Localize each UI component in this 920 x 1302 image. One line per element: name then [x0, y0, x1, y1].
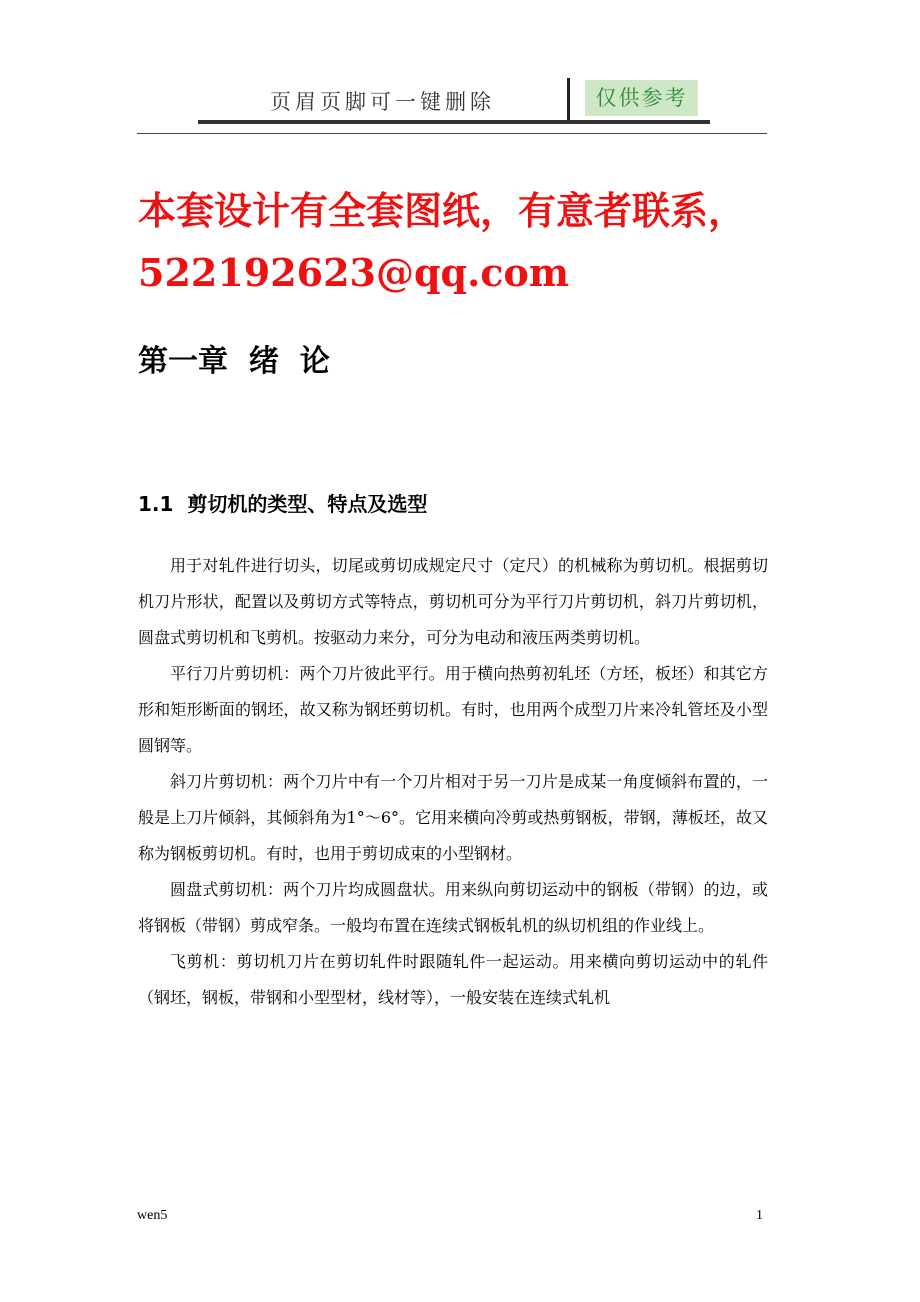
section-title: 1.1 剪切机的类型、特点及选型	[138, 492, 428, 516]
header-rule-thick	[198, 120, 710, 124]
footer-label: wen5	[137, 1208, 168, 1223]
paragraph: 用于对轧件进行切头，切尾或剪切成规定尺寸（定尺）的机械称为剪切机。根据剪切机刀片形状，配置以及剪切方式等特点，剪切机可分为平行刀片剪切机，斜刀片剪切机，圆盘式剪切机和飞剪机。按驱动力来分，可分为电动和液压两类剪切机。	[138, 556, 768, 647]
header-text: 页眉页脚可一键删除	[270, 90, 495, 114]
chapter-title: 第一章 绪 论	[138, 344, 330, 379]
paragraph: 飞剪机：剪切机刀片在剪切轧件时跟随轧件一起运动。用来横向剪切运动中的轧件（钢坯，钢板，带钢和小型型材，线材等），一般安装在连续式轧机	[138, 952, 768, 1007]
page-header	[200, 74, 710, 124]
promo-line-2: 522192623@qq.com	[138, 250, 570, 295]
paragraph: 圆盘式剪切机：两个刀片均成圆盘状。用来纵向剪切运动中的钢板（带钢）的边，或将钢板（带钢）剪成窄条。一般均布置在连续式钢板轧机的纵切机组的作业线上。	[138, 880, 768, 935]
body-text	[138, 548, 768, 1016]
header-divider	[567, 78, 570, 120]
header-badge: 仅供参考	[585, 80, 698, 116]
promo-notice	[138, 180, 798, 304]
paragraph: 斜刀片剪切机：两个刀片中有一个刀片相对于另一刀片是成某一角度倾斜布置的，一般是上刀片倾斜，其倾斜角为1°～6°。它用来横向冷剪或热剪钢板，带钢，薄板坯，故又称为钢板剪切机。有时，也用于剪切成束的小型钢材。	[138, 772, 768, 863]
promo-line-1: 本套设计有全套图纸，有意者联系，	[138, 188, 747, 233]
page-number: 1	[756, 1208, 763, 1223]
header-rule-thin	[137, 133, 767, 134]
paragraph: 平行刀片剪切机：两个刀片彼此平行。用于横向热剪初轧坯（方坯，板坯）和其它方形和矩形断面的钢坯，故又称为钢坯剪切机。有时，也用两个成型刀片来冷轧管坯及小型圆钢等。	[138, 664, 768, 755]
